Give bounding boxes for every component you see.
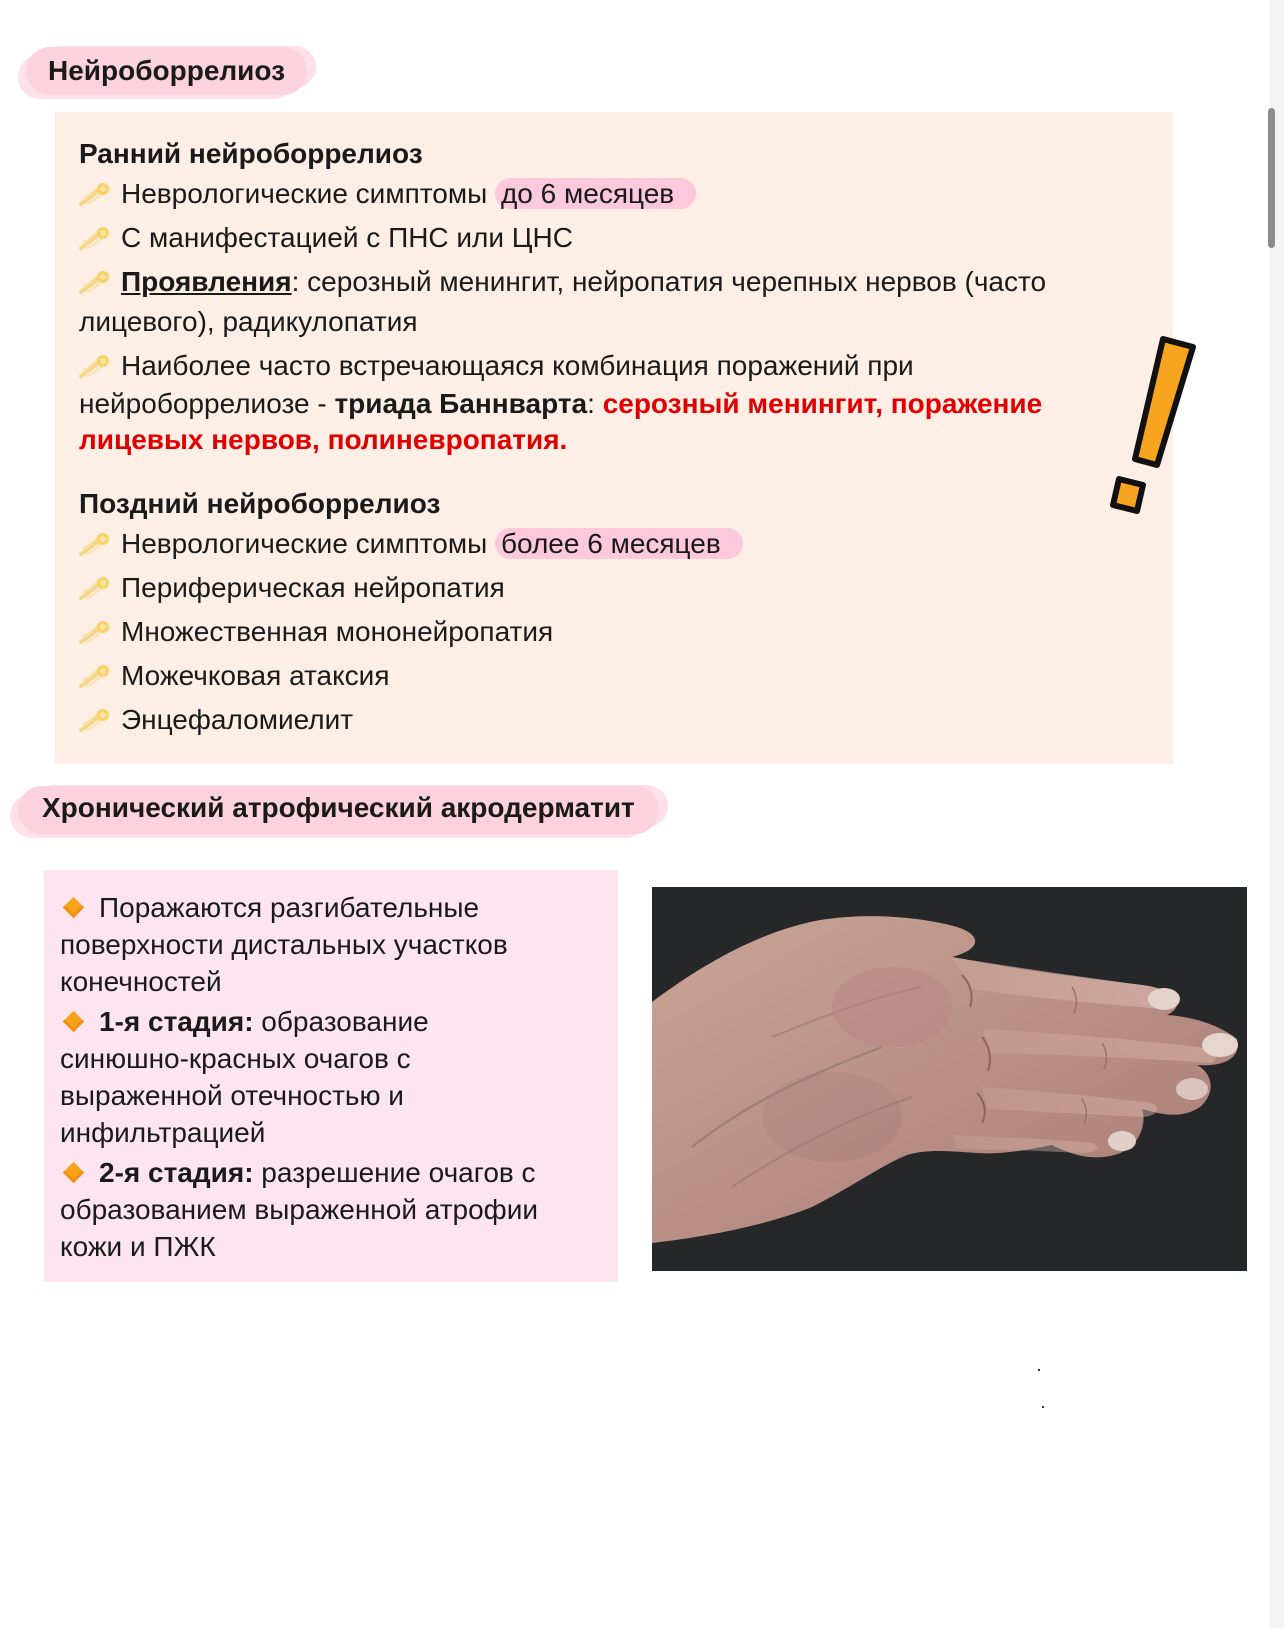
manifestations-label: Проявления <box>121 266 292 297</box>
item-text: : серозный менингит, нейропатия черепных нервов (часто <box>291 266 1047 297</box>
paragraph-cont: конечностей <box>60 966 222 997</box>
dizzy-comet-icon <box>79 618 111 644</box>
triad-components: серозный менингит, поражение <box>602 388 1043 419</box>
dizzy-comet-icon <box>79 662 111 688</box>
item-text: Энцефаломиелит <box>121 704 354 735</box>
item-text: Неврологические симптомы <box>121 178 488 209</box>
paragraph <box>60 1154 612 1191</box>
item-text: Неврологические симптомы <box>121 528 488 559</box>
highlight-duration: более 6 месяцев <box>495 528 743 559</box>
item-text: нейроборрелиозе - <box>79 388 335 419</box>
stray-mark <box>1042 1406 1044 1408</box>
orange-diamond-icon <box>63 1011 84 1032</box>
late-neuroborreliosis <box>79 484 1159 740</box>
bannwarth-triad: триада Баннварта <box>334 388 588 419</box>
p-text: разрешение очагов с <box>253 1157 536 1188</box>
paragraph-cont: образованием выраженной атрофии <box>60 1194 538 1225</box>
list-item <box>79 174 1159 214</box>
list-item <box>79 524 1159 564</box>
section-title-neuroborreliosis: Нейроборрелиоз <box>26 47 307 95</box>
dizzy-comet-icon <box>79 706 111 732</box>
late-title: Поздний нейроборрелиоз <box>79 488 441 519</box>
early-title: Ранний нейроборрелиоз <box>79 138 423 169</box>
stray-mark <box>1038 1369 1040 1371</box>
highlight-duration: до 6 месяцев <box>495 178 696 209</box>
dizzy-comet-icon <box>79 268 111 294</box>
colon: : <box>587 388 603 419</box>
list-item-continuation: лицевого), радикулопатия <box>79 306 418 337</box>
stage-label: 1-я стадия: <box>99 1006 254 1037</box>
paragraph-cont: выраженной отечностью и <box>60 1080 404 1111</box>
paragraph-cont: кожи и ПЖК <box>60 1231 216 1262</box>
paragraph <box>60 889 612 926</box>
paragraph-cont: инфильтрацией <box>60 1117 266 1148</box>
p-text: Поражаются разгибательные <box>99 892 480 923</box>
list-item <box>79 568 1159 608</box>
item-text: Наиболее часто встречающаяся комбинация поражений при <box>121 350 914 381</box>
paragraph-cont: поверхности дистальных участков <box>60 929 508 960</box>
dizzy-comet-icon <box>79 574 111 600</box>
paragraph-cont: синюшно-красных очагов с <box>60 1043 411 1074</box>
exclamation-mark-icon <box>1105 333 1201 521</box>
list-item <box>79 700 1159 740</box>
p-text: образование <box>253 1006 429 1037</box>
item-text: Можечковая атаксия <box>121 660 390 691</box>
orange-diamond-icon <box>63 897 84 918</box>
dizzy-comet-icon <box>79 530 111 556</box>
dizzy-comet-icon <box>79 224 111 250</box>
section-title-acrodermatitis: Хронический атрофический акродерматит <box>18 786 659 834</box>
list-item <box>79 346 1159 386</box>
item-text: Множественная мононейропатия <box>121 616 554 647</box>
early-neuroborreliosis <box>79 134 1159 458</box>
list-item-continuation <box>79 386 1159 422</box>
triad-components-cont: лицевых нервов, полиневропатия. <box>79 424 568 455</box>
list-item <box>79 656 1159 696</box>
scrollbar[interactable] <box>1268 108 1275 248</box>
acrodermatitis-text <box>60 889 612 1265</box>
list-item <box>79 218 1159 258</box>
dizzy-comet-icon <box>79 180 111 206</box>
item-text: Периферическая нейропатия <box>121 572 505 603</box>
item-text: С манифестацией с ПНС или ЦНС <box>121 222 573 253</box>
orange-diamond-icon <box>63 1162 84 1183</box>
paragraph <box>60 1003 612 1040</box>
list-item <box>79 262 1159 302</box>
dizzy-comet-icon <box>79 352 111 378</box>
list-item <box>79 612 1159 652</box>
stage-label: 2-я стадия: <box>99 1157 254 1188</box>
hand-photo <box>652 887 1247 1271</box>
